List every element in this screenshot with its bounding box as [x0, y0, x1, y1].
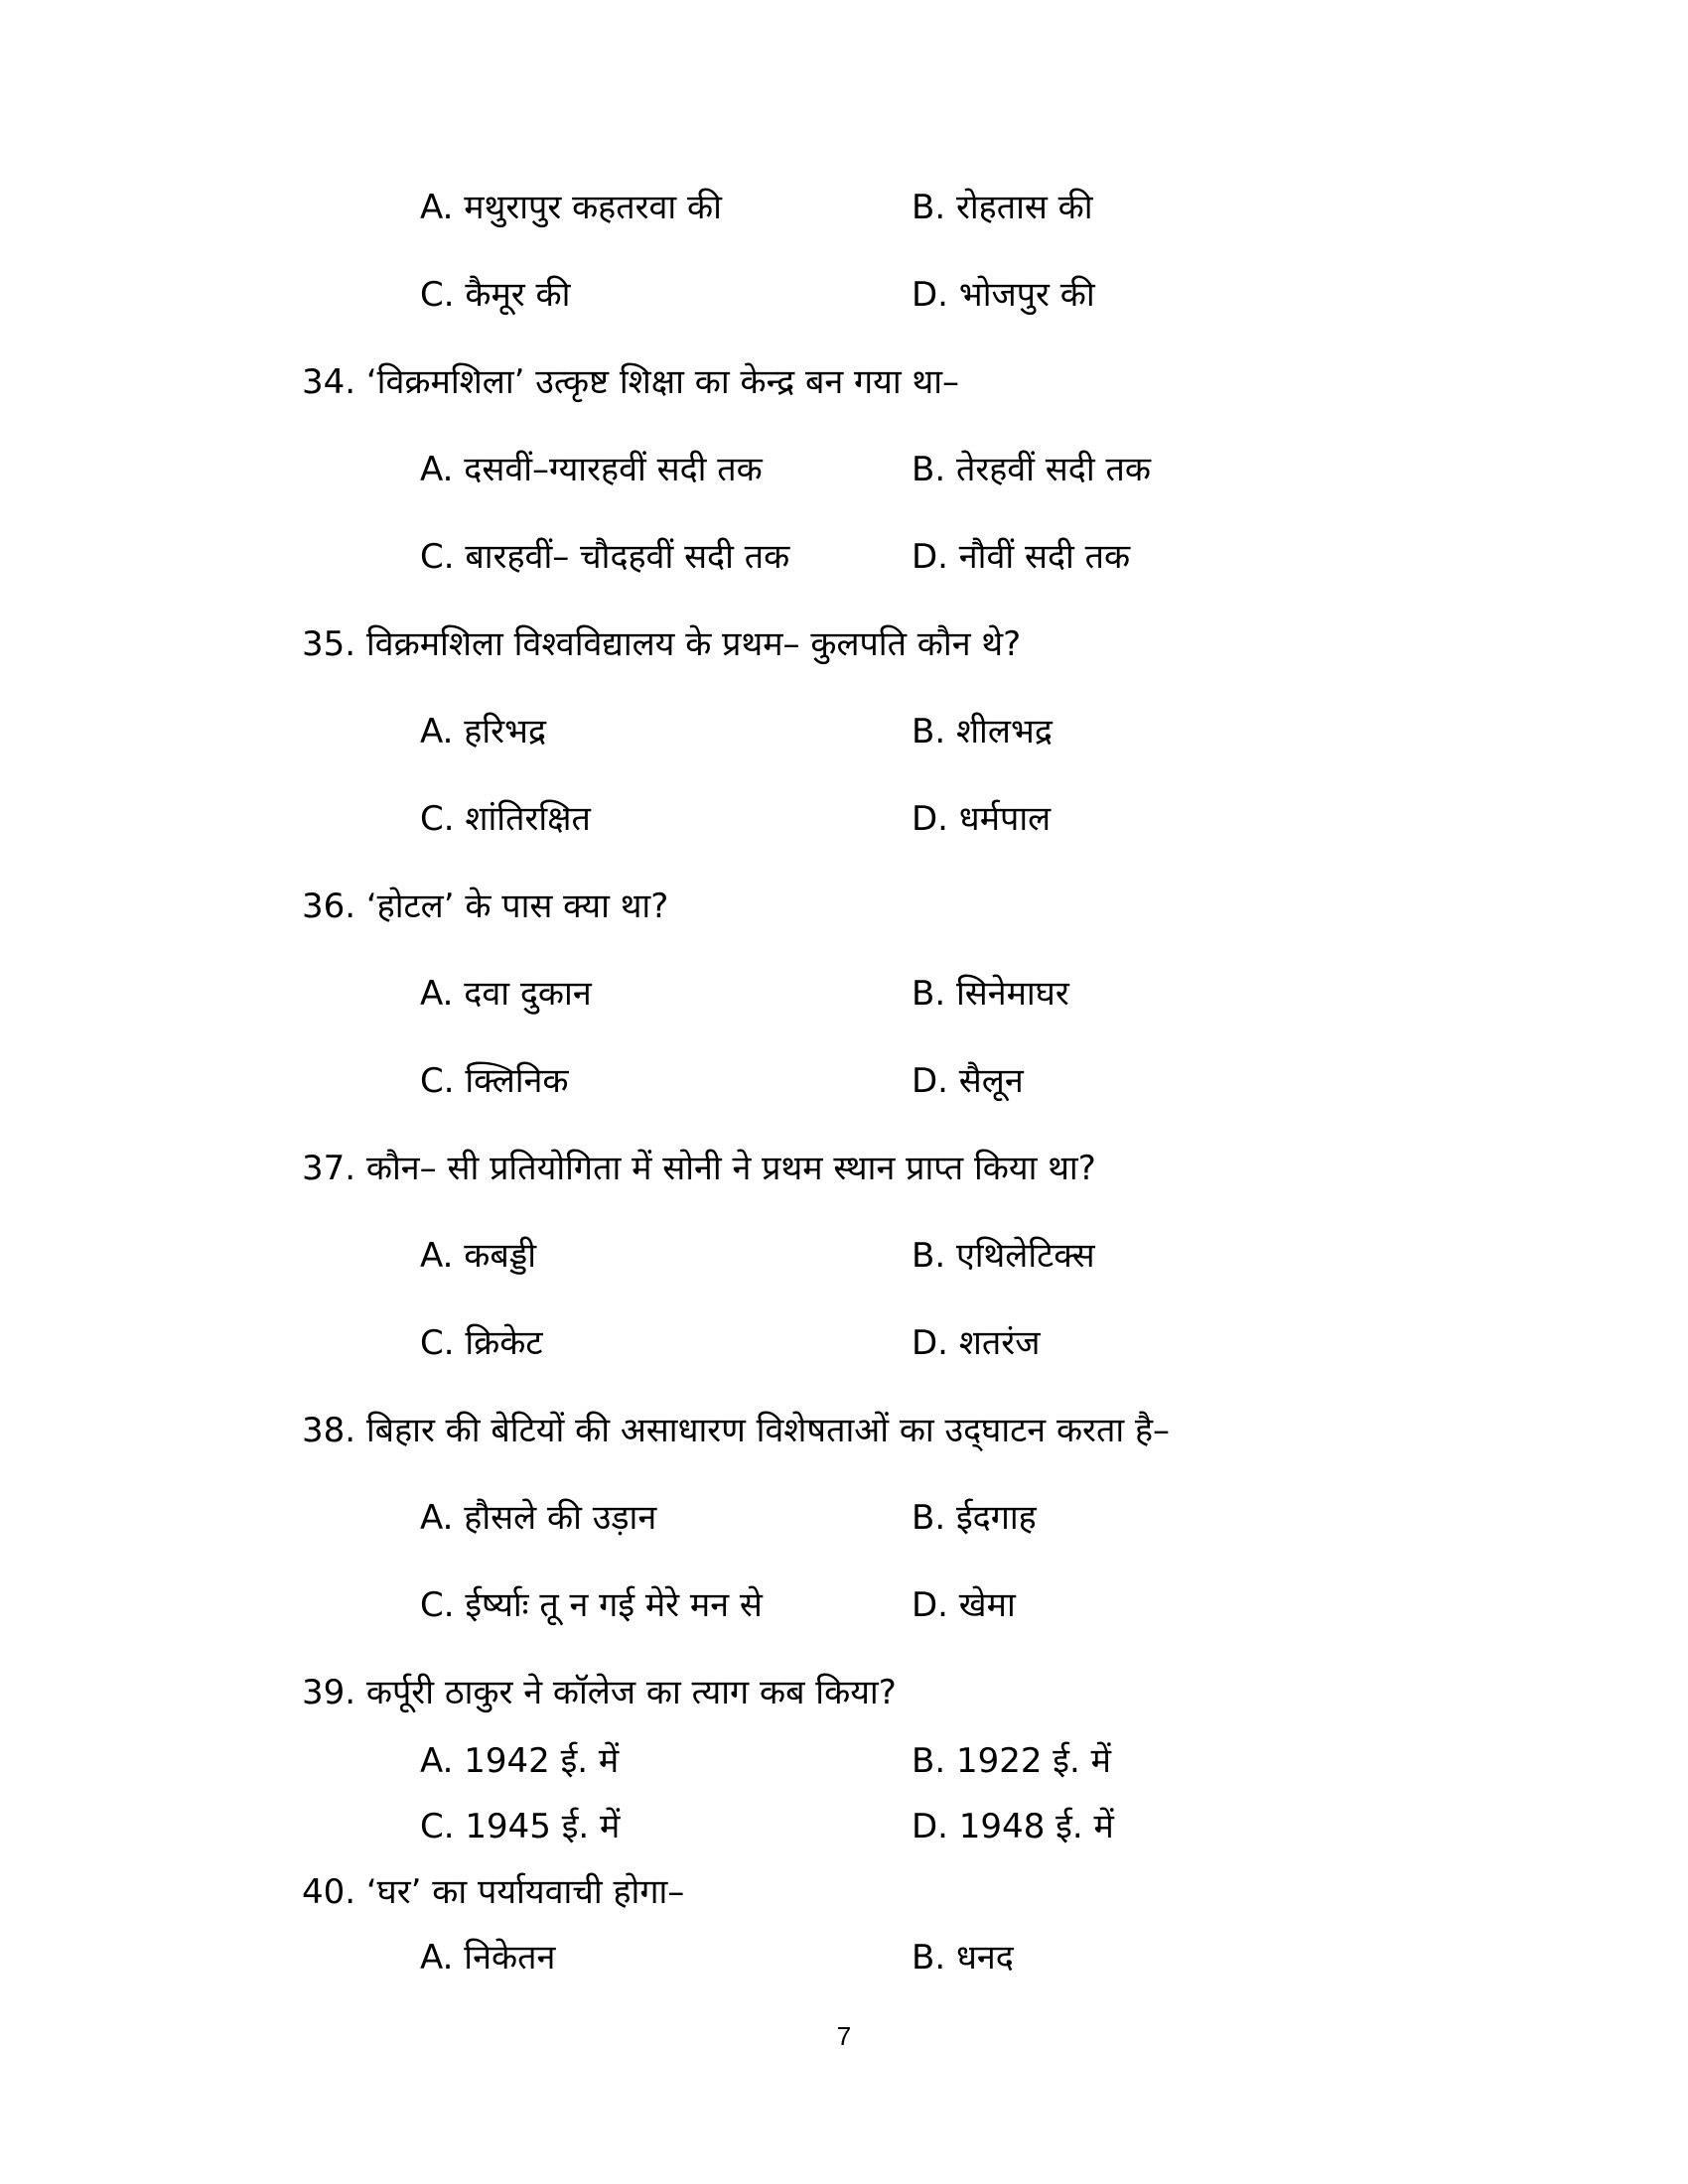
option-b: B. धनद	[912, 1938, 1014, 1978]
page-number: 7	[836, 2021, 852, 2051]
option-a: A. हौसले की उड़ान	[420, 1498, 657, 1538]
option-b: B. 1922 ई. में	[912, 1741, 1111, 1781]
option-d: D. शतरंज	[912, 1323, 1041, 1363]
option-c: C. ईर्ष्याः तू न गई मेरे मन से	[420, 1585, 763, 1625]
option-b: B. सिनेमाघर	[912, 974, 1069, 1014]
option-a: A. दसवीं–ग्यारहवीं सदी तक	[420, 450, 763, 489]
option-c: C. क्रिकेट	[420, 1323, 543, 1363]
option-c: C. क्लिनिक	[420, 1061, 569, 1101]
option-d: D. नौवीं सदी तक	[912, 537, 1131, 577]
question-36: 36. ‘होटल’ के पास क्या था?	[302, 887, 669, 926]
question-37: 37. कौन– सी प्रतियोगिता में सोनी ने प्रथम स्थान प्राप्त किया था?	[302, 1149, 1096, 1188]
option-b: B. एथिलेटिक्स	[912, 1236, 1095, 1276]
question-35: 35. विक्रमशिला विश्वविद्यालय के प्रथम– कुलपति कौन थे?	[302, 624, 1022, 664]
option-d: D. सैलून	[912, 1061, 1024, 1101]
option-b: B. ईदगाह	[912, 1498, 1037, 1538]
option-c: C. शांतिरक्षित	[420, 799, 591, 839]
option-a: A. 1942 ई. में	[420, 1741, 620, 1781]
question-40: 40. ‘घर’ का पर्यायवाची होगा–	[302, 1872, 685, 1912]
option-a: A. हरिभद्र	[420, 712, 546, 751]
option-c: C. 1945 ई. में	[420, 1807, 621, 1846]
option-a: A. मथुरापुर कहतरवा की	[420, 188, 722, 227]
option-d: D. धर्मपाल	[912, 799, 1052, 839]
option-b: B. रोहतास की	[912, 188, 1093, 227]
option-a: A. दवा दुकान	[420, 974, 592, 1014]
question-38: 38. बिहार की बेटियों की असाधारण विशेषताओं का उद्‌घाटन करता है–	[302, 1411, 1171, 1450]
option-b: B. तेरहवीं सदी तक	[912, 450, 1151, 489]
question-34: 34. ‘विक्रमशिला’ उत्कृष्ट शिक्षा का केन्द्र बन गया था–	[302, 362, 960, 402]
option-c: C. कैमूर की	[420, 275, 571, 315]
option-a: A. निकेतन	[420, 1938, 556, 1978]
option-d: D. खेमा	[912, 1585, 1016, 1625]
option-a: A. कबड्डी	[420, 1236, 537, 1276]
option-c: C. बारहवीं– चौदहवीं सदी तक	[420, 537, 790, 577]
option-b: B. शीलभद्र	[912, 712, 1053, 751]
option-d: D. 1948 ई. में	[912, 1807, 1114, 1846]
option-d: D. भोजपुर की	[912, 275, 1095, 315]
question-39: 39. कर्पूरी ठाकुर ने कॉलेज का त्याग कब किया?	[302, 1673, 897, 1712]
